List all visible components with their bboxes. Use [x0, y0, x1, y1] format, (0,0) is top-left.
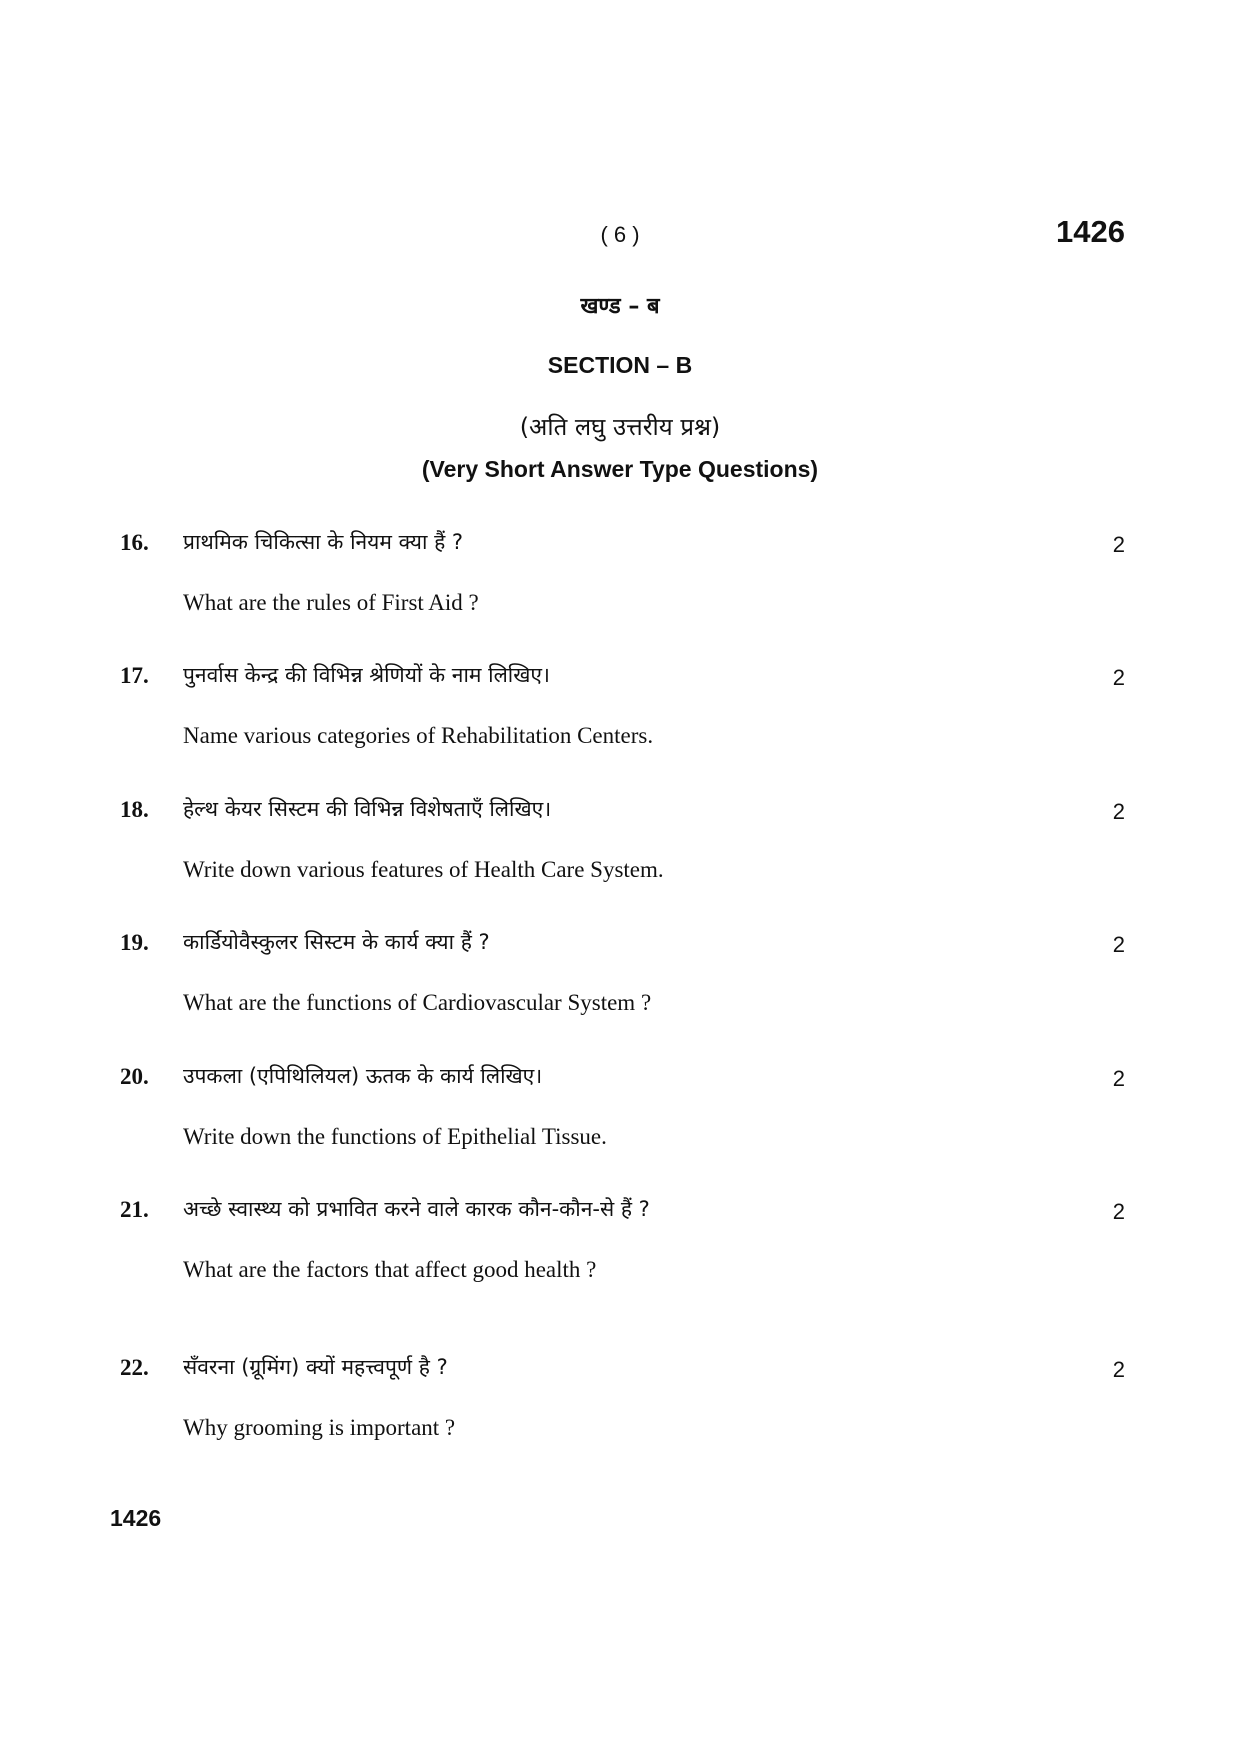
section-subtitle-english: (Very Short Answer Type Questions) [421, 456, 819, 482]
question-number: 20. [120, 1064, 149, 1089]
question-20 [0, 1064, 1240, 1184]
question-text-hindi: उपकला (एपिथिलियल) ऊतक के कार्य लिखिए। [183, 1064, 543, 1088]
question-text-english: Write down the functions of Epithelial Tissue. [183, 1124, 607, 1149]
question-text-hindi: अच्छे स्वास्थ्य को प्रभावित करने वाले कारक कौन-कौन-से हैं ? [183, 1197, 650, 1221]
question-text-english: What are the factors that affect good health ? [183, 1257, 597, 1282]
question-text-hindi: पुनर्वास केन्द्र की विभिन्न श्रेणियों के नाम लिखिए। [183, 663, 550, 687]
page-number: ( 6 ) [600, 222, 640, 247]
question-number: 18. [120, 797, 149, 822]
section-title-english: SECTION – B [547, 352, 693, 378]
question-17 [0, 663, 1240, 783]
question-text-hindi: कार्डियोवैस्कुलर सिस्टम के कार्य क्या हैं ? [183, 930, 490, 954]
question-marks: 2 [1112, 1357, 1125, 1382]
question-marks: 2 [1112, 932, 1125, 957]
section-title-hindi: खण्ड – ब [580, 294, 660, 319]
question-text-hindi: हेल्थ केयर सिस्टम की विभिन्न विशेषताएँ लिखिए। [183, 797, 552, 821]
question-number: 22. [120, 1355, 149, 1380]
question-number: 17. [120, 663, 149, 688]
question-number: 19. [120, 930, 149, 955]
question-text-english: Write down various features of Health Care System. [183, 857, 664, 882]
question-text-english: Why grooming is important ? [183, 1415, 456, 1440]
question-18 [0, 797, 1240, 917]
paper-code-top: 1426 [1056, 214, 1125, 249]
question-19 [0, 930, 1240, 1050]
question-number: 21. [120, 1197, 149, 1222]
question-16 [0, 530, 1240, 650]
question-text-english: Name various categories of Rehabilitation Centers. [183, 723, 654, 748]
question-21 [0, 1197, 1240, 1317]
section-subtitle-hindi: (अति लघु उत्तरीय प्रश्न) [519, 413, 721, 441]
question-marks: 2 [1112, 1066, 1125, 1091]
question-text-hindi: प्राथमिक चिकित्सा के नियम क्या हैं ? [183, 530, 464, 554]
question-text-english: What are the rules of First Aid ? [183, 590, 479, 615]
question-text-english: What are the functions of Cardiovascular System ? [183, 990, 652, 1015]
question-marks: 2 [1112, 532, 1125, 557]
question-marks: 2 [1112, 665, 1125, 690]
question-text-hindi: सँवरना (ग्रूमिंग) क्यों महत्त्वपूर्ण है ? [183, 1355, 448, 1379]
question-marks: 2 [1112, 1199, 1125, 1224]
paper-code-bottom: 1426 [110, 1505, 162, 1531]
question-22 [0, 1355, 1240, 1475]
question-marks: 2 [1112, 799, 1125, 824]
question-number: 16. [120, 530, 149, 555]
